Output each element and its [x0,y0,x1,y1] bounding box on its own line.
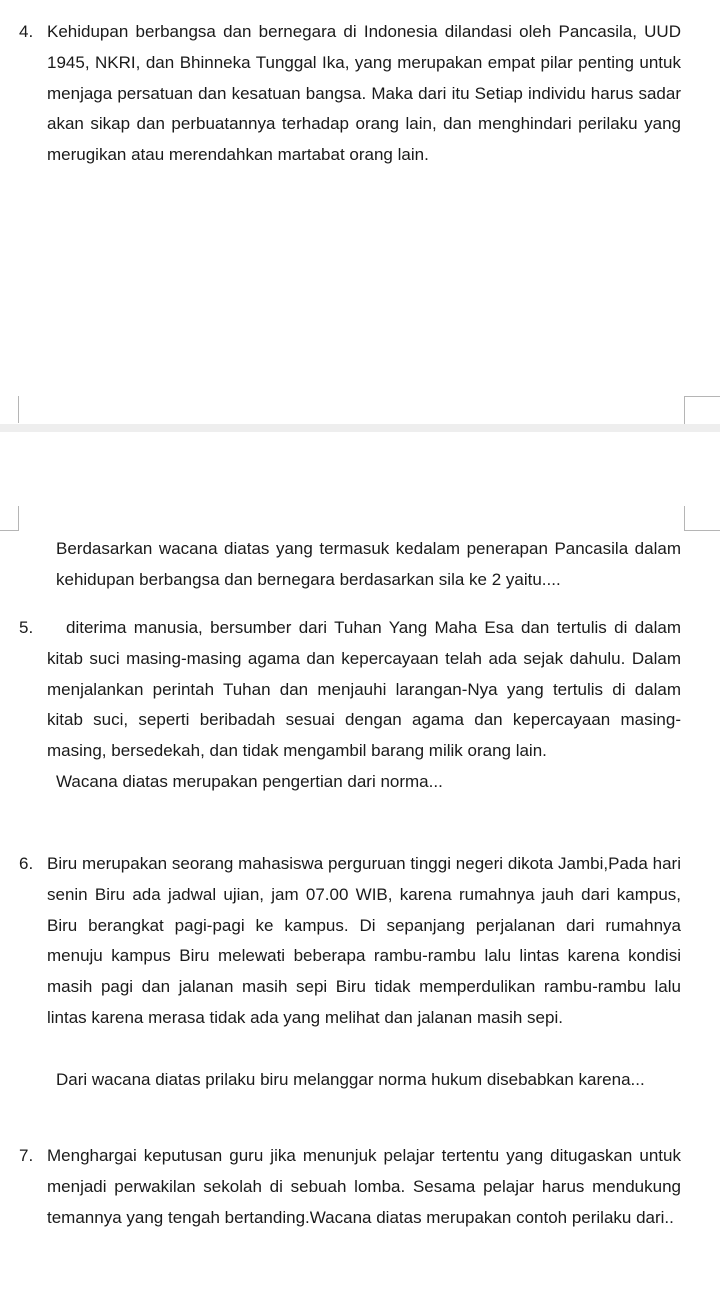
question-7-passage: Menghargai keputusan guru jika menunjuk pelajar tertentu yang ditugaskan untuk menjadi perwakilan sekolah di sebuah lomba. Sesama pelajar harus mendukung temannya yang tengah bertanding.Wacana diatas merupakan contoh perilaku dari.. [47,1146,681,1227]
question-6-passage: Biru merupakan seorang mahasiswa perguruan tinggi negeri dikota Jambi,Pada hari senin Biru ada jadwal ujian, jam 07.00 WIB, karena rumahnya jauh dari kampus, Biru berangkat pagi-pagi ke kampus. Di sepanjang perjalanan dari rumahnya menuju kampus Biru melewati beberapa rambu-rambu lalu lintas karena kondisi masih pagi dan jalanan masih sepi Biru tidak memperdulikan rambu-rambu lalu lintas karena merasa tidak ada yang melihat dan jalanan masih sepi. [47,854,681,1027]
page-corner-mark [684,506,720,531]
page-corner-mark [684,396,720,424]
page-corner-mark [0,396,19,423]
question-4-passage: Kehidupan berbangsa dan bernegara di Indonesia dilandasi oleh Pancasila, UUD 1945, NKRI, dan Bhinneka Tunggal Ika, yang merupakan empat pilar penting untuk menjaga persatuan dan kesatuan bangsa. Maka dari itu Setiap individu harus sadar akan sikap dan perbuatannya terhadap orang lain, dan menghindari perilaku yang merugikan atau merendahkan martabat orang lain. [47,22,681,165]
question-5-passage: diterima manusia, bersumber dari Tuhan Yang Maha Esa dan tertulis di dalam kitab suci masing-masing agama dan kepercayaan telah ada sejak dahulu. Dalam menjalankan perintah Tuhan dan menjauhi larangan-Nya yang tertulis di dalam kitab suci, seperti beribadah sesuai dengan agama dan kepercayaan masing- masing, bersedekah, dan tidak mengambil barang milik orang lain. [47,618,681,761]
question-6-number: 6. [19,854,34,873]
question-4-prompt: Berdasarkan wacana diatas yang termasuk kedalam penerapan Pancasila dalam kehidupan berbangsa dan bernegara berdasarkan sila ke 2 yaitu.... [56,539,681,589]
question-5-prompt: Wacana diatas merupakan pengertian dari norma... [56,772,443,791]
page-corner-mark [0,506,19,531]
question-5-number: 5. [19,618,34,637]
page-separator [0,424,720,432]
question-4-number: 4. [19,22,34,41]
question-6-prompt: Dari wacana diatas prilaku biru melanggar norma hukum disebabkan karena... [56,1070,645,1089]
question-7-number: 7. [19,1146,34,1165]
